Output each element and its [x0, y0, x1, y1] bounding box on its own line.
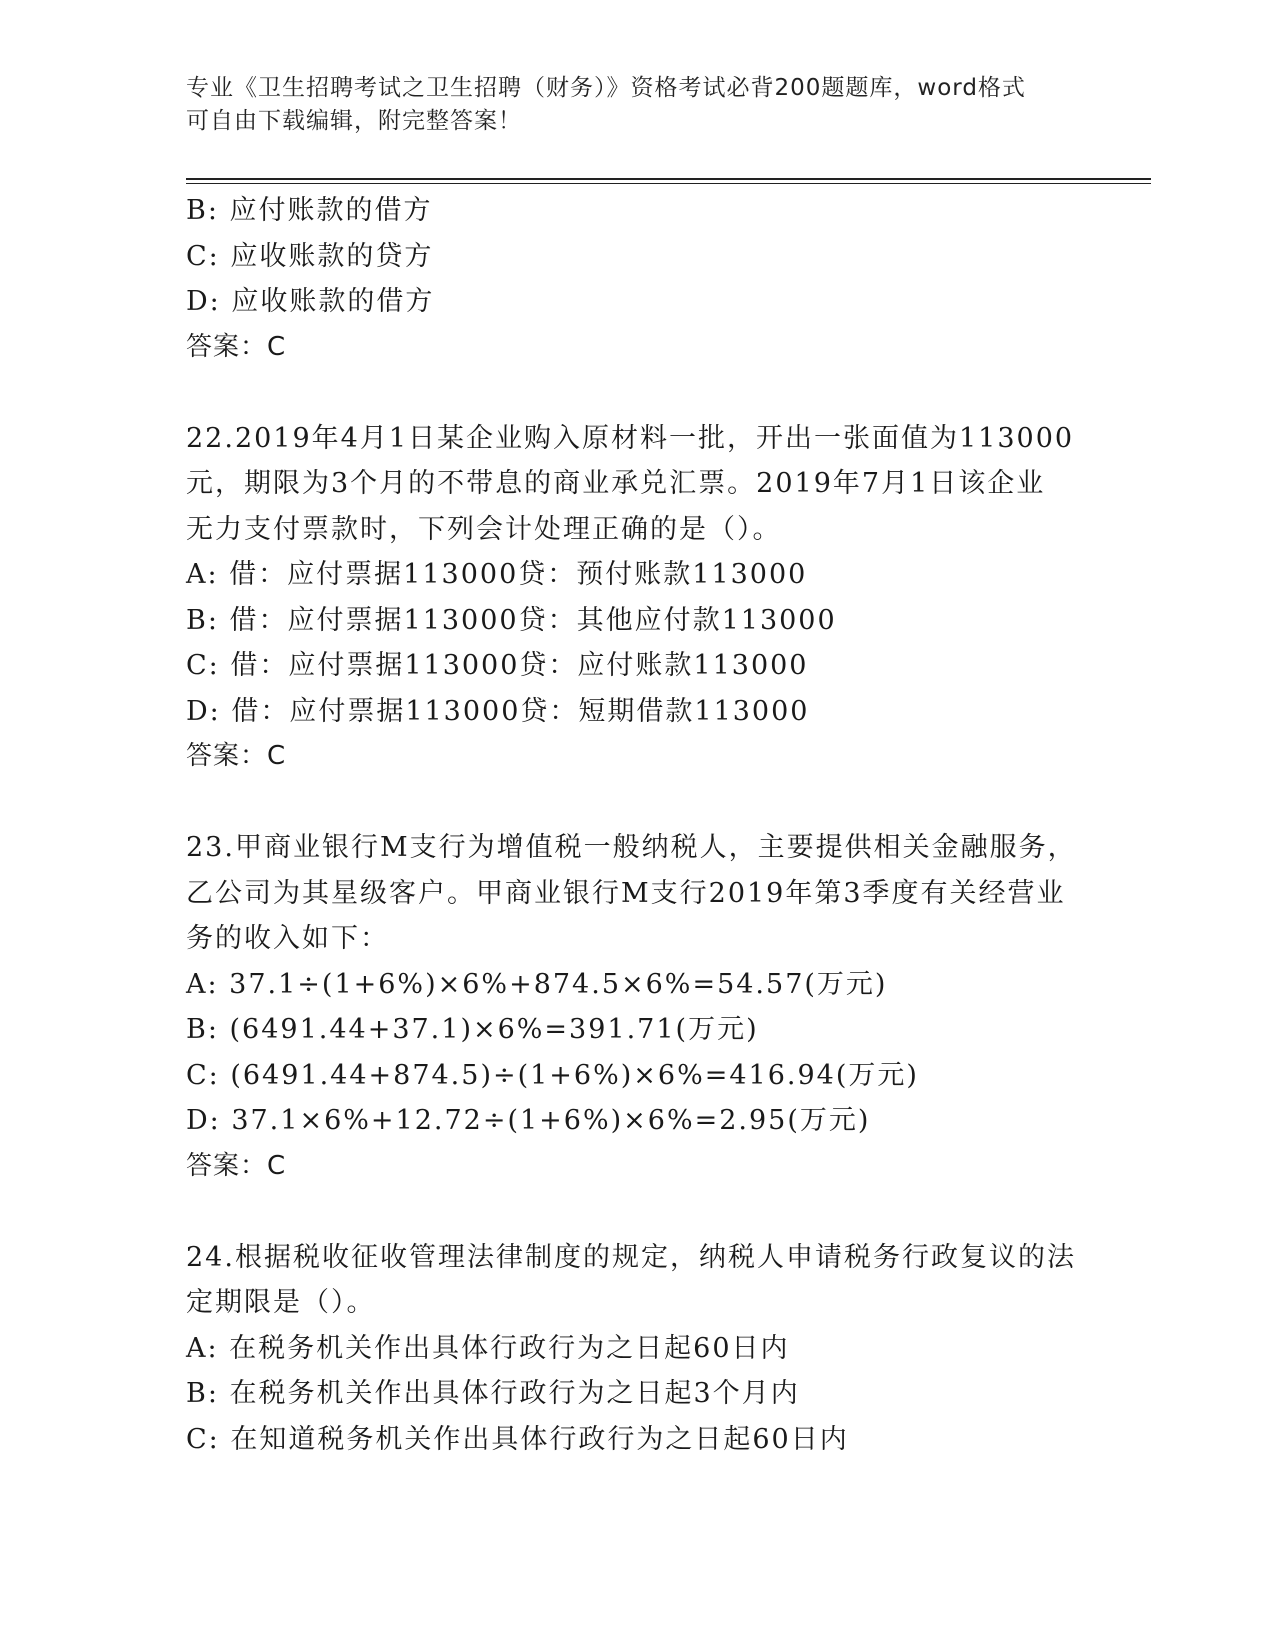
option-c: C: 在知道税务机关作出具体行政行为之日起60日内	[186, 1423, 849, 1455]
option-c: C: 借：应付票据113000贷：应付账款113000	[186, 650, 809, 681]
question-stem-line: 乙公司为其星级客户。甲商业银行M支行2019年第3季度有关经营业	[186, 877, 1066, 909]
question-stem-line: 23.甲商业银行M支行为增值税一般纳税人，主要提供相关金融服务，	[186, 832, 1077, 863]
question-stem-line: 务的收入如下：	[186, 923, 389, 954]
option-d: D: 应收账款的借方	[186, 286, 435, 317]
spacer	[186, 780, 1086, 826]
option-b: B: 在税务机关作出具体行政行为之日起3个月内	[186, 1378, 800, 1409]
question-23	[186, 825, 1086, 1189]
answer: 答案：C	[186, 331, 287, 362]
document-header	[186, 72, 1086, 138]
option-d: D: 借：应付票据113000贷：短期借款113000	[186, 695, 810, 727]
option-a: A: 37.1÷(1+6%)×6%+874.5×6%=54.57(万元)	[186, 968, 888, 1000]
question-stem-line: 元，期限为3个月的不带息的商业承兑汇票。2019年7月1日该企业	[186, 468, 1046, 499]
question-stem-line: 22.2019年4月1日某企业购入原材料一批，开出一张面值为113000	[186, 422, 1075, 454]
question-21-tail	[186, 188, 1086, 370]
header-divider-thin	[186, 183, 1151, 184]
option-a: A: 借：应付票据113000贷：预付账款113000	[186, 559, 808, 590]
option-b: B: (6491.44+37.1)×6%=391.71(万元)	[186, 1014, 759, 1045]
answer: 答案：C	[186, 1150, 287, 1181]
option-b: B: 借：应付票据113000贷：其他应付款113000	[186, 604, 837, 636]
option-c: C: 应收账款的贷方	[186, 240, 434, 272]
spacer	[186, 1189, 1086, 1235]
option-a: A: 在税务机关作出具体行政行为之日起60日内	[186, 1332, 790, 1364]
header-line-2: 可自由下载编辑，附完整答案！	[186, 108, 522, 134]
document-body	[186, 188, 1086, 1462]
question-stem-line: 24.根据税收征收管理法律制度的规定，纳税人申请税务行政复议的法	[186, 1241, 1076, 1273]
question-stem-line: 无力支付票款时，下列会计处理正确的是（）。	[186, 513, 782, 545]
option-c: C: (6491.44+874.5)÷(1+6%)×6%=416.94(万元)	[186, 1059, 919, 1091]
header-line-1: 专业《卫生招聘考试之卫生招聘（财务）》资格考试必背200题题库，word格式	[186, 75, 1026, 101]
header-divider-thick	[186, 178, 1151, 180]
answer: 答案：C	[186, 741, 287, 771]
option-d: D: 37.1×6%+12.72÷(1+6%)×6%=2.95(万元)	[186, 1105, 871, 1136]
question-24	[186, 1235, 1086, 1463]
question-22	[186, 416, 1086, 780]
option-b: B: 应付账款的借方	[186, 195, 433, 226]
spacer	[186, 370, 1086, 416]
question-stem-line: 定期限是（）。	[186, 1287, 376, 1318]
